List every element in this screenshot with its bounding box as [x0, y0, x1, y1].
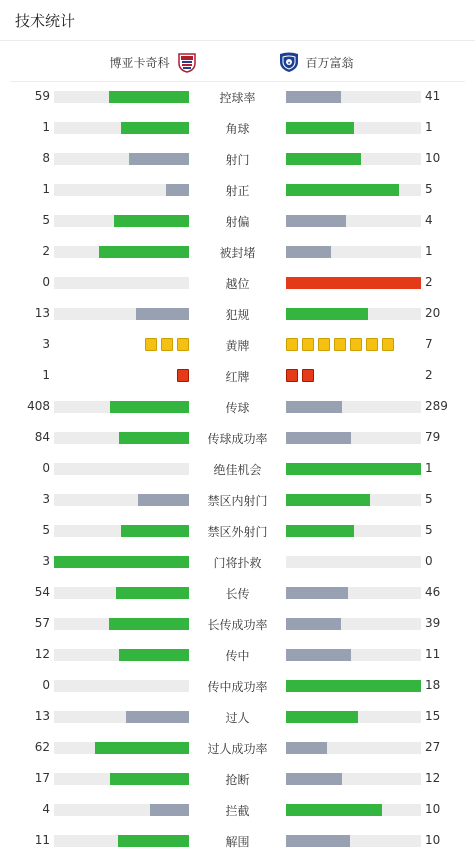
away-value: 2	[425, 368, 433, 382]
stat-row	[0, 515, 475, 546]
away-value: 0	[425, 554, 433, 568]
home-value: 1	[42, 368, 50, 382]
away-bar-fill	[286, 401, 342, 413]
away-value: 5	[425, 523, 433, 537]
stat-label: 犯规	[225, 308, 250, 322]
away-bar	[286, 494, 421, 506]
stat-label: 绝佳机会	[213, 463, 262, 477]
home-bar	[54, 153, 189, 165]
stat-row	[0, 763, 475, 794]
stat-label: 拦截	[225, 804, 250, 818]
home-value: 1	[42, 120, 50, 134]
away-bar	[286, 835, 421, 847]
home-bar	[54, 432, 189, 444]
stat-row	[0, 422, 475, 453]
away-value: 15	[425, 709, 441, 723]
home-team-name: 博亚卡奇科	[109, 55, 170, 70]
away-bar-fill	[286, 711, 358, 723]
away-value: 10	[425, 802, 441, 816]
away-bar	[286, 91, 421, 103]
away-bar	[286, 649, 421, 661]
stat-label: 红牌	[225, 370, 250, 384]
stat-label: 禁区内射门	[207, 494, 268, 508]
away-bar-fill	[286, 153, 361, 165]
away-bar-fill	[286, 680, 421, 692]
stat-label: 角球	[225, 122, 250, 136]
away-value: 20	[425, 306, 441, 320]
svg-text:★: ★	[286, 60, 291, 65]
home-bar-fill	[119, 432, 189, 444]
stat-row	[0, 701, 475, 732]
away-bar	[286, 308, 421, 320]
away-bar-fill	[286, 804, 382, 816]
home-bar-fill	[118, 835, 189, 847]
yellow-card-icon	[318, 338, 330, 351]
home-bar	[54, 835, 189, 847]
away-bar	[286, 184, 421, 196]
away-value: 41	[425, 89, 441, 103]
away-value: 2	[425, 275, 433, 289]
stat-label: 传中成功率	[207, 680, 268, 694]
home-value: 5	[42, 213, 50, 227]
home-bar	[54, 711, 189, 723]
away-bar	[286, 804, 421, 816]
home-bar-fill	[138, 494, 189, 506]
away-bar	[286, 246, 421, 258]
boyaca-chico-crest-icon	[176, 51, 198, 73]
stat-label: 传球	[225, 401, 250, 415]
away-bar-fill	[286, 463, 421, 475]
home-value: 408	[27, 399, 50, 413]
away-bar-fill	[286, 122, 354, 134]
away-bar-fill	[286, 277, 421, 289]
away-team[interactable]	[278, 51, 354, 73]
teams-header	[10, 41, 465, 82]
away-cards	[286, 369, 318, 382]
home-bar-fill	[136, 308, 189, 320]
home-cards	[141, 338, 189, 351]
away-value: 27	[425, 740, 441, 754]
yellow-card-icon	[366, 338, 378, 351]
home-bar-fill	[119, 649, 189, 661]
yellow-card-icon	[334, 338, 346, 351]
stat-row	[0, 391, 475, 422]
away-bar	[286, 742, 421, 754]
header	[0, 0, 475, 41]
home-bar-fill	[121, 525, 189, 537]
stat-row	[0, 794, 475, 825]
stat-row	[0, 143, 475, 174]
millonarios-crest-icon	[278, 51, 300, 73]
away-value: 46	[425, 585, 441, 599]
stat-row	[0, 608, 475, 639]
stat-row	[0, 267, 475, 298]
home-value: 57	[34, 616, 50, 630]
stat-label: 长传成功率	[207, 618, 268, 632]
away-bar-fill	[286, 525, 354, 537]
away-value: 10	[425, 833, 441, 847]
away-bar-fill	[286, 649, 351, 661]
home-bar	[54, 91, 189, 103]
home-bar	[54, 463, 189, 475]
home-bar	[54, 804, 189, 816]
home-value: 11	[34, 833, 50, 847]
home-bar-fill	[166, 184, 189, 196]
home-bar	[54, 525, 189, 537]
home-bar-fill	[110, 401, 189, 413]
home-value: 3	[42, 492, 50, 506]
home-value: 3	[42, 337, 50, 351]
home-bar	[54, 215, 189, 227]
stat-label: 抢断	[225, 773, 250, 787]
home-value: 3	[42, 554, 50, 568]
yellow-card-icon	[286, 338, 298, 351]
home-bar-fill	[109, 618, 189, 630]
away-bar-fill	[286, 773, 342, 785]
away-value: 289	[425, 399, 448, 413]
yellow-card-icon	[382, 338, 394, 351]
page-title: 技术统计	[15, 12, 76, 30]
away-bar	[286, 556, 421, 568]
stat-row	[0, 174, 475, 205]
home-bar	[54, 277, 189, 289]
away-bar	[286, 432, 421, 444]
away-bar	[286, 122, 421, 134]
home-bar-fill	[150, 804, 189, 816]
stat-row	[0, 825, 475, 856]
yellow-card-icon	[161, 338, 173, 351]
home-bar	[54, 680, 189, 692]
away-value: 7	[425, 337, 433, 351]
stat-label: 过人成功率	[207, 742, 268, 756]
away-value: 39	[425, 616, 441, 630]
home-bar-fill	[110, 773, 189, 785]
home-value: 59	[34, 89, 50, 103]
away-value: 1	[425, 244, 433, 258]
stat-label: 禁区外射门	[207, 525, 268, 539]
away-bar-fill	[286, 184, 399, 196]
home-bar-fill	[95, 742, 189, 754]
yellow-card-icon	[302, 338, 314, 351]
away-bar	[286, 463, 421, 475]
away-value: 5	[425, 182, 433, 196]
home-bar	[54, 618, 189, 630]
home-bar-fill	[121, 122, 189, 134]
stat-label: 射偏	[225, 215, 250, 229]
red-card-icon	[286, 369, 298, 382]
home-bar-fill	[116, 587, 189, 599]
home-value: 2	[42, 244, 50, 258]
stat-row	[0, 484, 475, 515]
stat-label: 门将扑救	[213, 556, 262, 570]
home-bar	[54, 308, 189, 320]
home-team[interactable]	[109, 51, 197, 73]
stat-row	[0, 577, 475, 608]
stat-label: 控球率	[219, 91, 256, 105]
home-value: 62	[34, 740, 50, 754]
home-value: 0	[42, 275, 50, 289]
home-value: 17	[34, 771, 50, 785]
home-bar	[54, 556, 189, 568]
away-value: 1	[425, 120, 433, 134]
stat-row	[0, 453, 475, 484]
home-bar	[54, 773, 189, 785]
away-value: 1	[425, 461, 433, 475]
yellow-card-icon	[145, 338, 157, 351]
away-value: 5	[425, 492, 433, 506]
yellow-card-icon	[350, 338, 362, 351]
home-bar-fill	[114, 215, 189, 227]
red-card-icon	[302, 369, 314, 382]
away-bar	[286, 401, 421, 413]
home-bar	[54, 122, 189, 134]
home-bar-fill	[54, 556, 189, 568]
home-bar	[54, 587, 189, 599]
away-bar-fill	[286, 587, 348, 599]
away-bar-fill	[286, 215, 346, 227]
home-bar	[54, 742, 189, 754]
away-bar	[286, 277, 421, 289]
stat-label: 射正	[225, 184, 250, 198]
stat-label: 射门	[225, 153, 250, 167]
red-card-icon	[177, 369, 189, 382]
stat-label: 传中	[225, 649, 250, 663]
home-bar	[54, 494, 189, 506]
away-bar-fill	[286, 246, 331, 258]
away-value: 10	[425, 151, 441, 165]
stat-row	[0, 732, 475, 763]
away-value: 79	[425, 430, 441, 444]
away-bar	[286, 680, 421, 692]
stat-label: 过人	[225, 711, 250, 725]
stat-row	[0, 205, 475, 236]
home-value: 0	[42, 678, 50, 692]
stat-label: 被封堵	[219, 246, 256, 260]
home-value: 0	[42, 461, 50, 475]
away-value: 12	[425, 771, 441, 785]
home-value: 54	[34, 585, 50, 599]
stat-row	[0, 236, 475, 267]
away-team-name: 百万富翁	[305, 55, 354, 70]
away-value: 4	[425, 213, 433, 227]
away-bar-fill	[286, 494, 370, 506]
home-value: 4	[42, 802, 50, 816]
away-bar	[286, 711, 421, 723]
home-bar-fill	[109, 91, 189, 103]
home-bar	[54, 246, 189, 258]
away-bar	[286, 773, 421, 785]
away-bar	[286, 618, 421, 630]
stat-label: 解围	[225, 835, 250, 849]
away-value: 11	[425, 647, 441, 661]
home-value: 84	[34, 430, 50, 444]
home-bar-fill	[129, 153, 189, 165]
away-value: 18	[425, 678, 441, 692]
stat-row	[0, 112, 475, 143]
stat-row	[0, 639, 475, 670]
stat-row	[0, 670, 475, 701]
home-value: 5	[42, 523, 50, 537]
stat-row	[0, 329, 475, 360]
away-bar	[286, 215, 421, 227]
away-bar-fill	[286, 835, 350, 847]
home-bar	[54, 184, 189, 196]
stat-label: 传球成功率	[207, 432, 268, 446]
home-value: 12	[34, 647, 50, 661]
away-bar-fill	[286, 432, 351, 444]
away-bar	[286, 587, 421, 599]
home-value: 1	[42, 182, 50, 196]
home-value: 13	[34, 306, 50, 320]
stat-label: 黄牌	[225, 339, 250, 353]
away-bar-fill	[286, 308, 368, 320]
home-value: 8	[42, 151, 50, 165]
away-bar-fill	[286, 742, 327, 754]
home-bar	[54, 401, 189, 413]
stats-list	[0, 81, 475, 856]
home-value: 13	[34, 709, 50, 723]
yellow-card-icon	[177, 338, 189, 351]
stat-row	[0, 298, 475, 329]
away-cards	[286, 338, 398, 351]
stat-label: 长传	[225, 587, 250, 601]
stat-row	[0, 546, 475, 577]
stat-row	[0, 81, 475, 112]
away-bar	[286, 153, 421, 165]
home-bar-fill	[126, 711, 189, 723]
away-bar-fill	[286, 91, 341, 103]
away-bar	[286, 525, 421, 537]
stat-row	[0, 360, 475, 391]
away-bar-fill	[286, 618, 341, 630]
home-bar	[54, 649, 189, 661]
home-cards	[173, 369, 189, 382]
home-bar-fill	[99, 246, 189, 258]
stat-label: 越位	[225, 277, 250, 291]
